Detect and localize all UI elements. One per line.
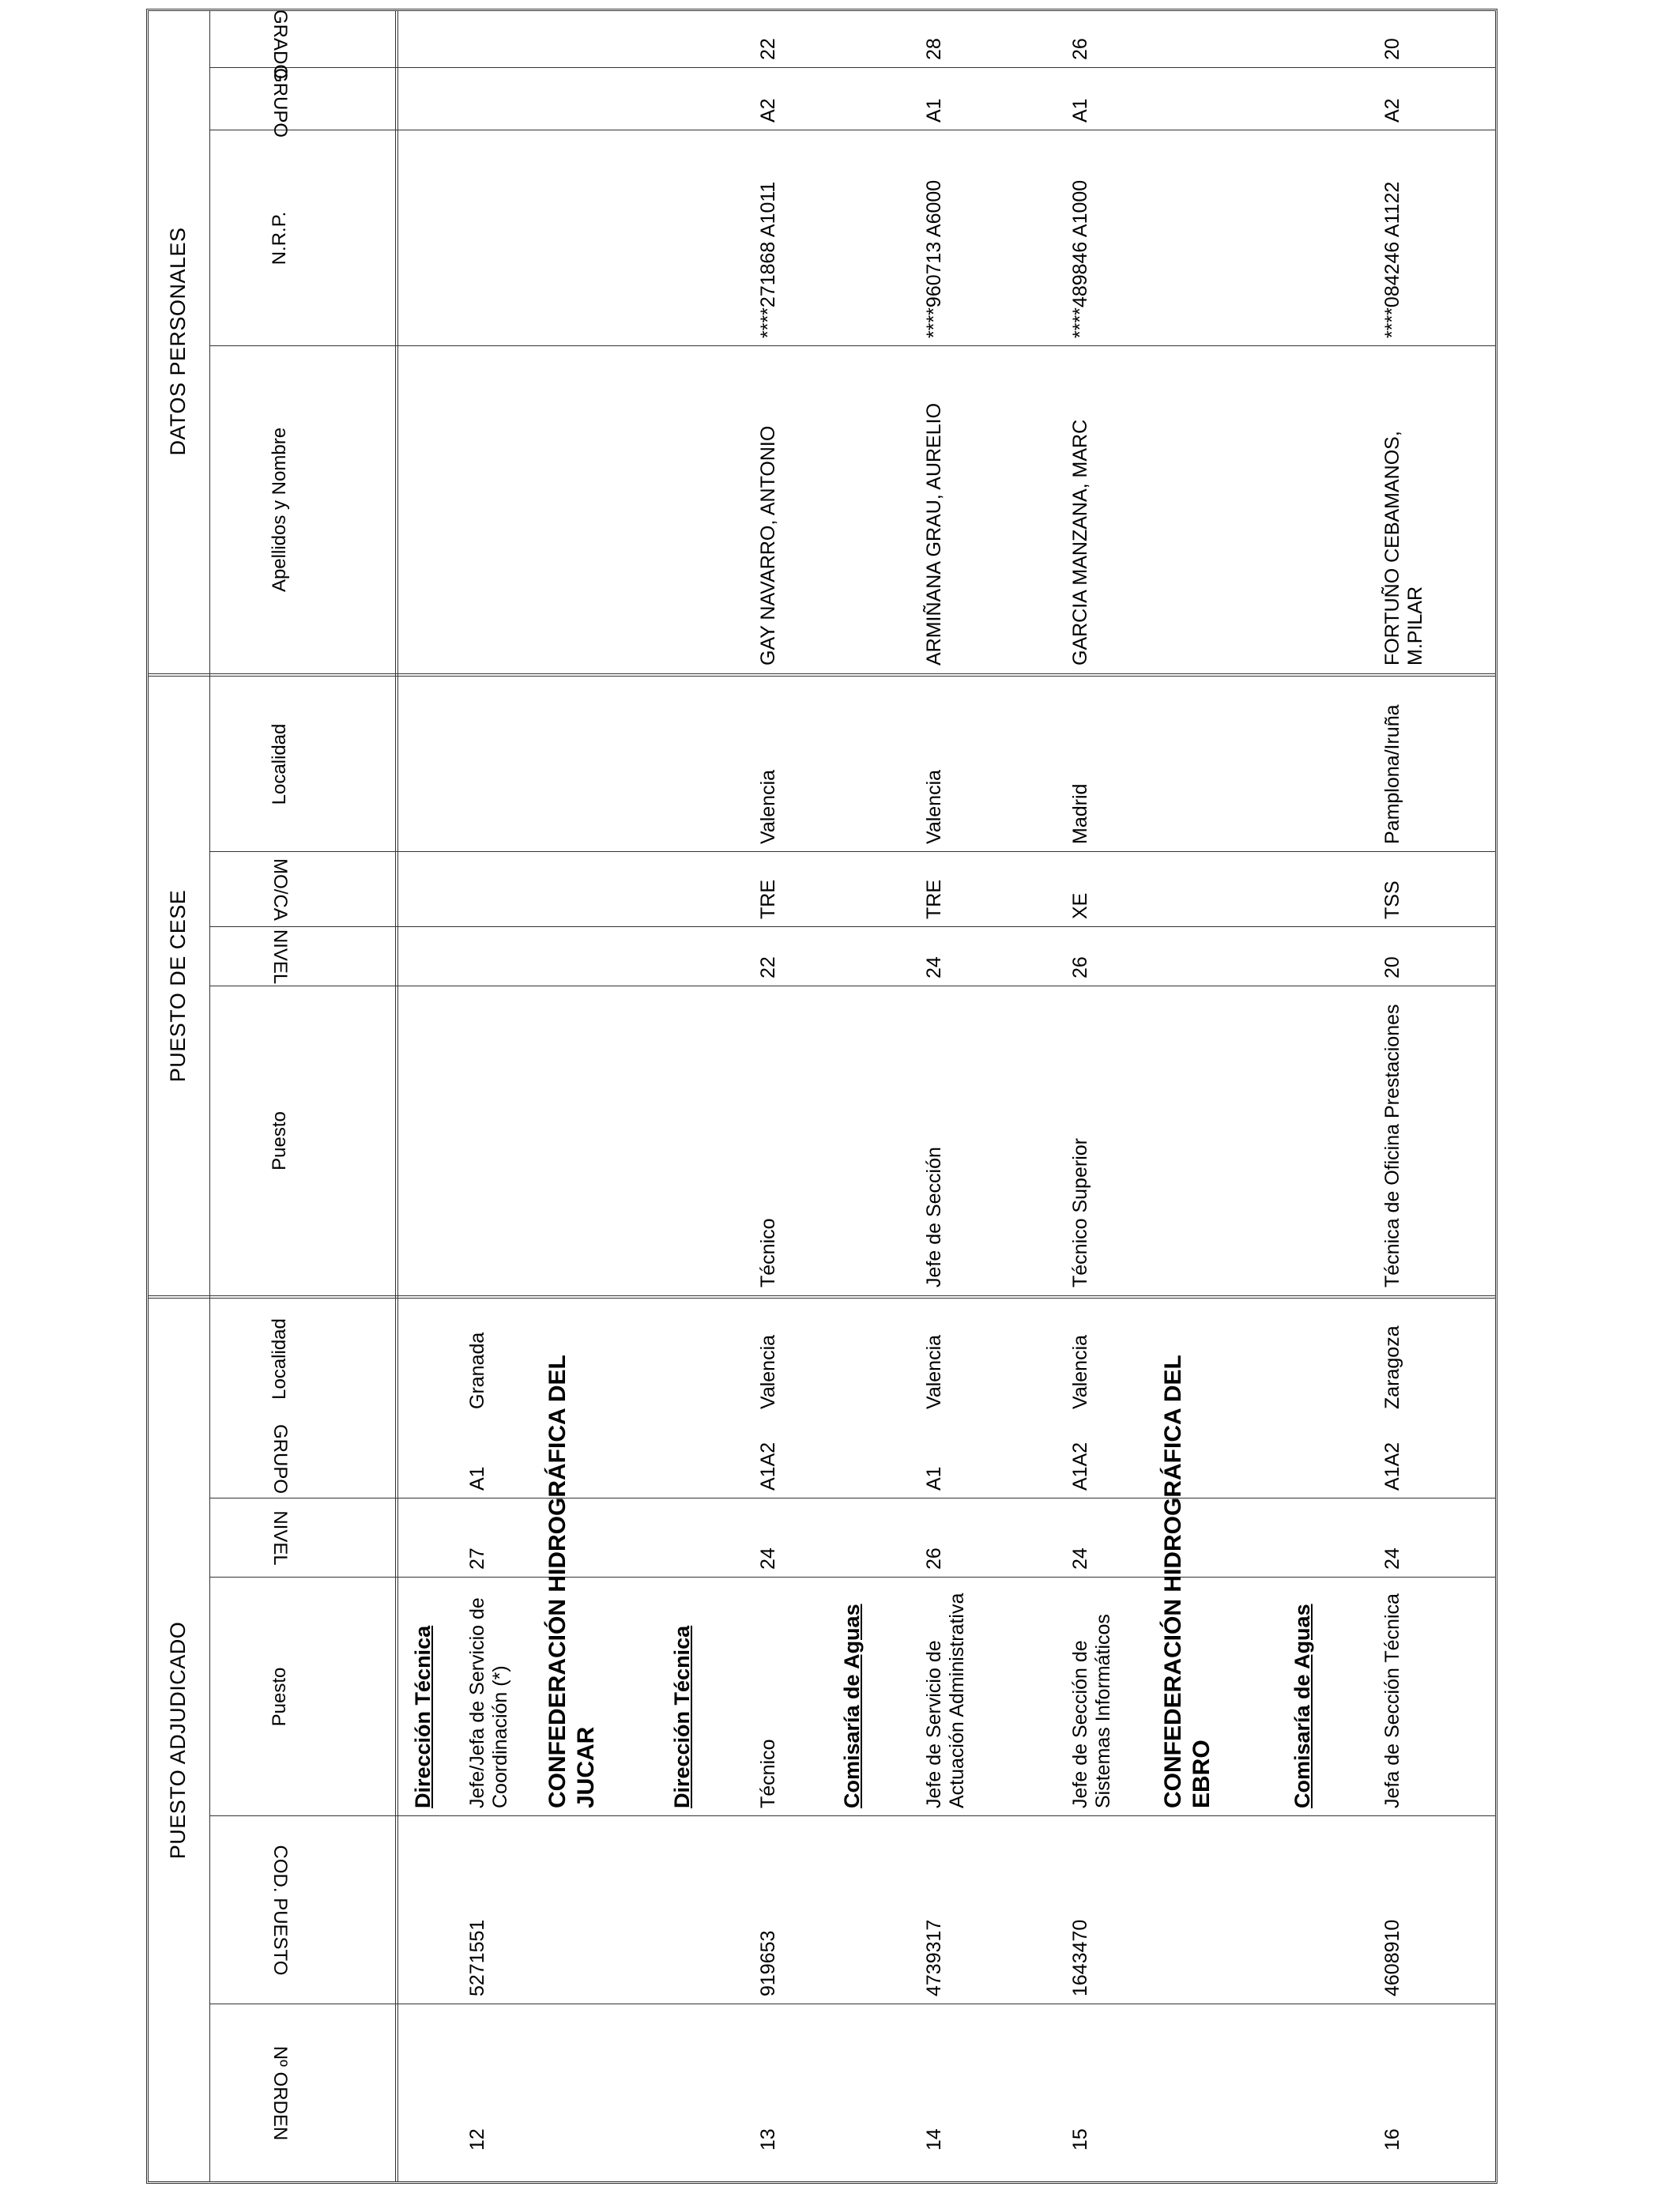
orden-cell: 12: [466, 2128, 488, 2151]
p-grado-cell: 22: [757, 38, 779, 60]
nrp-cell: ****271868 A1011: [757, 181, 779, 338]
col-divider: [209, 1815, 1496, 1816]
cese-localidad-cell: Madrid: [1069, 783, 1091, 844]
cese-moca-cell: XE: [1069, 892, 1091, 919]
nivel-cell: 27: [466, 1547, 488, 1570]
header-nrp: N.R.P.: [269, 211, 290, 266]
section-title-personales: DATOS PERSONALES: [166, 227, 190, 456]
p-grupo-cell: A2: [1381, 98, 1403, 123]
puesto-cell: Jefe de Sección de Sistemas Informáticos: [1069, 1614, 1114, 1808]
col-divider: [209, 67, 1496, 68]
cese-puesto-cell: Técnica de Oficina Prestaciones: [1381, 1004, 1403, 1287]
orden-cell: 15: [1069, 2128, 1091, 2151]
orden-cell: 14: [923, 2128, 945, 2151]
nombre-cell: FORTUÑO CEBAMANOS, M.PILAR: [1381, 431, 1426, 665]
header-p-grupo: GRUPO: [269, 68, 291, 138]
cese-nivel-cell: 26: [1069, 956, 1091, 978]
cod-cell: 4608910: [1381, 1919, 1403, 1996]
cese-puesto-cell: Técnico Superior: [1069, 1138, 1091, 1287]
p-grupo-cell: A1: [923, 98, 945, 123]
puesto-cell: Jefe/Jefa de Servicio de Coordinación (*): [466, 1597, 511, 1808]
nrp-cell: ****960713 A6000: [923, 179, 945, 338]
header-puesto: Puesto: [269, 1667, 290, 1727]
cese-moca-cell: TRE: [757, 880, 779, 919]
table-frame: [146, 9, 1497, 2184]
localidad-cell: Valencia: [1069, 1334, 1091, 1409]
header-cod-puesto: COD. PUESTO: [269, 1845, 291, 1976]
section-border: [148, 673, 1496, 677]
nivel-cell: 26: [923, 1547, 945, 1570]
section-title-adjudicado: PUESTO ADJUDICADO: [166, 1621, 190, 1860]
col-divider: [209, 851, 1496, 852]
cod-cell: 919653: [757, 1930, 779, 1996]
unit-heading: Dirección Técnica: [670, 1625, 694, 1808]
nivel-cell: 24: [1069, 1547, 1091, 1570]
nombre-cell: GARCIA MANZANA, MARC: [1069, 419, 1091, 665]
header-grupo: GRUPO: [269, 1423, 291, 1494]
header-p-grado: GRADO: [269, 9, 291, 80]
header-localidad: Localidad: [269, 1318, 290, 1400]
org-heading: CONFEDERACIÓN HIDROGRÁFICA DEL EBRO: [1160, 1355, 1215, 1808]
puesto-cell: Jefe de Servicio de Actuación Administrativa: [923, 1593, 968, 1808]
header-divider: [395, 10, 398, 2182]
nivel-cell: 24: [1381, 1547, 1403, 1570]
unit-heading: Comisaría de Aguas: [1290, 1604, 1314, 1808]
cese-moca-cell: TRE: [923, 880, 945, 919]
localidad-cell: Granada: [466, 1332, 488, 1409]
section-border: [148, 1295, 1496, 1299]
cod-cell: 5271551: [466, 1919, 488, 1996]
orden-cell: 13: [757, 2128, 779, 2151]
section-title-cese: PUESTO DE CESE: [166, 889, 190, 1083]
cese-localidad-cell: Valencia: [757, 769, 779, 844]
cese-nivel-cell: 22: [757, 956, 779, 978]
p-grupo-cell: A1: [1069, 98, 1091, 123]
cese-puesto-cell: Técnico: [757, 1218, 779, 1287]
header-cese-puesto: Puesto: [269, 1111, 290, 1171]
unit-heading: Comisaría de Aguas: [840, 1604, 864, 1808]
header-cese-moca: MO/CA: [269, 858, 291, 921]
section-divider: [209, 10, 210, 2182]
cod-cell: 4739317: [923, 1919, 945, 1996]
header-nivel: NIVEL: [269, 1510, 291, 1566]
grupo-cell: A1: [466, 1466, 488, 1491]
puesto-cell: Técnico: [757, 1739, 779, 1808]
localidad-cell: Valencia: [757, 1334, 779, 1409]
cese-localidad-cell: Pamplona/Iruña: [1381, 704, 1403, 844]
localidad-cell: Valencia: [923, 1334, 945, 1409]
header-apellidos: Apellidos y Nombre: [269, 427, 290, 593]
orden-cell: 16: [1381, 2128, 1403, 2151]
p-grupo-cell: A2: [757, 98, 779, 123]
grupo-cell: A1A2: [1381, 1442, 1403, 1491]
unit-heading: Dirección Técnica: [411, 1625, 435, 1808]
org-heading: CONFEDERACIÓN HIDROGRÁFICA DEL JUCAR: [544, 1355, 599, 1808]
grupo-cell: A1A2: [757, 1442, 779, 1491]
cese-moca-cell: TSS: [1381, 880, 1403, 919]
p-grado-cell: 20: [1381, 38, 1403, 60]
localidad-cell: Zaragoza: [1381, 1325, 1403, 1409]
nivel-cell: 24: [757, 1547, 779, 1570]
grupo-cell: A1A2: [1069, 1442, 1091, 1491]
cod-cell: 1643470: [1069, 1919, 1091, 1996]
p-grado-cell: 28: [923, 38, 945, 60]
header-cese-nivel: NIVEL: [269, 929, 291, 985]
cese-puesto-cell: Jefe de Sección: [923, 1147, 945, 1287]
nrp-cell: ****084246 A1122: [1381, 181, 1403, 338]
cese-nivel-cell: 20: [1381, 956, 1403, 978]
grupo-cell: A1: [923, 1466, 945, 1491]
header-orden: Nº ORDEN: [269, 2045, 291, 2141]
p-grado-cell: 26: [1069, 38, 1091, 60]
col-divider: [209, 1577, 1496, 1578]
nombre-cell: GAY NAVARRO, ANTONIO: [757, 425, 779, 665]
header-cese-localidad: Localidad: [269, 723, 290, 805]
cese-nivel-cell: 24: [923, 956, 945, 978]
col-divider: [209, 345, 1496, 346]
nombre-cell: ARMIÑANA GRAU, AURELIO: [923, 402, 945, 665]
nrp-cell: ****489846 A1000: [1069, 179, 1091, 338]
cese-localidad-cell: Valencia: [923, 769, 945, 844]
puesto-cell: Jefa de Sección Técnica: [1381, 1593, 1403, 1808]
col-divider: [209, 926, 1496, 927]
